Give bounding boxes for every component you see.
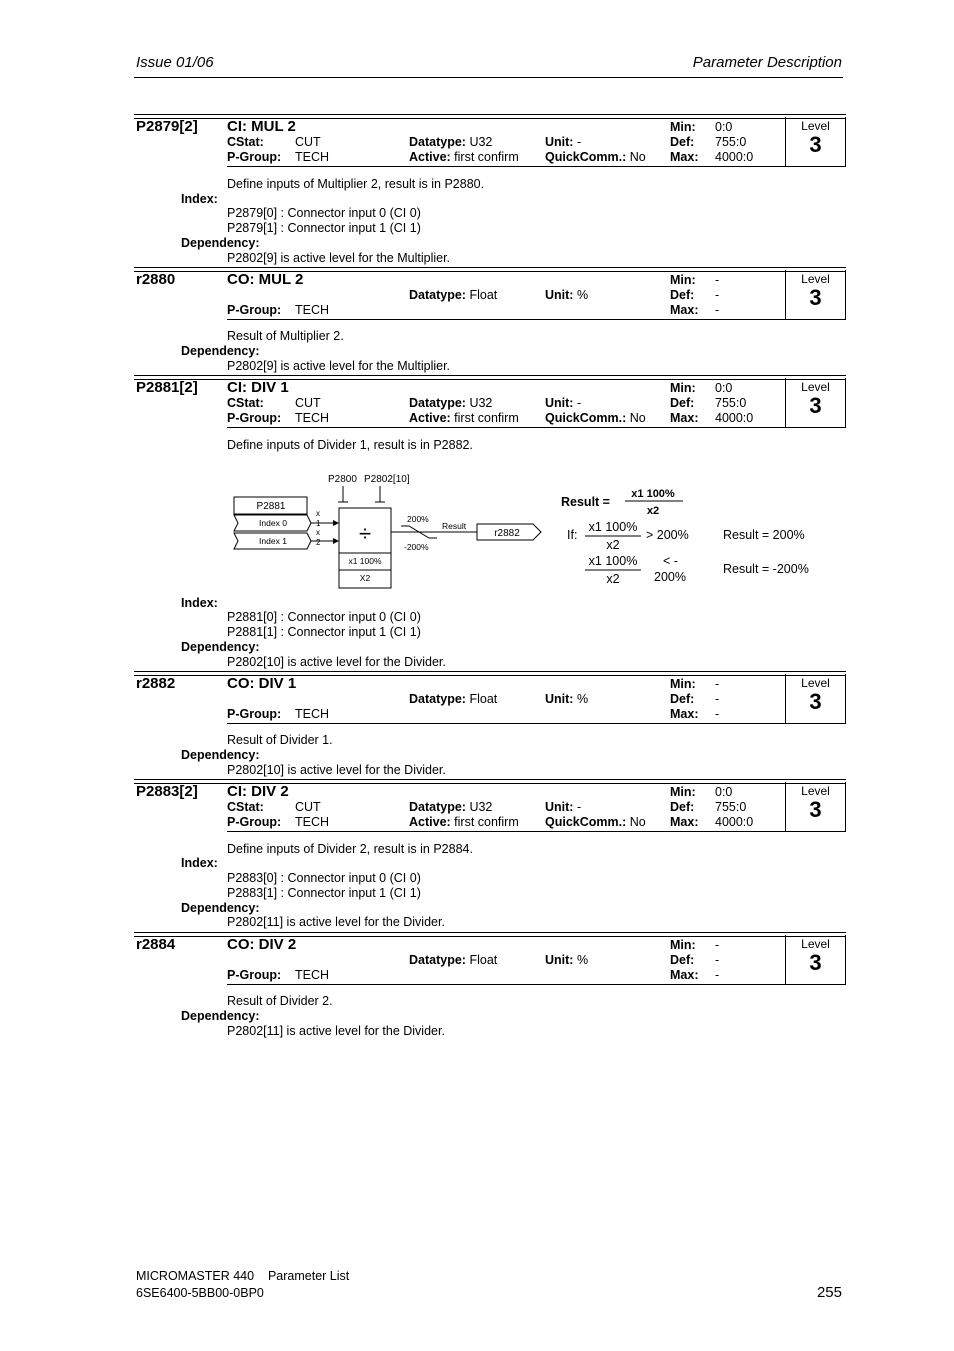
source-label-p2800: P2800 — [328, 474, 357, 485]
cond2-operator: < - — [663, 554, 678, 568]
max-value: 4000:0 — [715, 150, 754, 164]
formula-label: Result = — [561, 495, 610, 509]
pgroup-value: TECH — [295, 303, 330, 317]
cstat-label: CStat: — [227, 800, 264, 814]
def-value: - — [715, 288, 720, 302]
def-label: Def: — [670, 135, 695, 149]
upper-limit-label: 200% — [407, 514, 429, 524]
level-box: Level 3 — [785, 782, 846, 832]
min-label: Min: — [670, 120, 696, 134]
pgroup-label: P-Group: — [227, 815, 282, 829]
footer-product: MICROMASTER 440 Parameter List — [136, 1269, 350, 1283]
datatype-field: Datatype: Float — [409, 288, 498, 302]
def-value: - — [715, 953, 720, 967]
param-name: CI: DIV 1 — [227, 379, 289, 396]
param-id: r2882 — [136, 675, 176, 692]
quickcomm-field: QuickComm.: No — [545, 150, 646, 164]
max-value: - — [715, 707, 720, 721]
cond1-numerator: x1 100% — [588, 520, 638, 534]
divide-symbol: ÷ — [358, 521, 372, 546]
pgroup-label: P-Group: — [227, 411, 282, 425]
cstat-label: CStat: — [227, 135, 264, 149]
level-box: Level 3 — [785, 378, 846, 428]
def-label: Def: — [670, 396, 695, 410]
x2-label: x — [316, 528, 320, 537]
if-label: If: — [567, 528, 578, 542]
max-label: Max: — [670, 303, 699, 317]
cstat-value: CUT — [295, 135, 321, 149]
unit-field: Unit: - — [545, 396, 582, 410]
x1-label: x — [316, 509, 320, 518]
description: Result of Multiplier 2. — [227, 329, 344, 343]
cond2-limit: 200% — [654, 570, 686, 584]
min-value: 0:0 — [715, 785, 733, 799]
active-field: Active: first confirm — [409, 815, 519, 829]
min-value: - — [715, 938, 720, 952]
level-box: Level 3 — [785, 935, 846, 985]
dependency-text: P2802[10] is active level for the Divider. — [227, 655, 446, 669]
param-id: P2879[2] — [136, 118, 198, 135]
cond1-denominator: x2 — [606, 538, 620, 552]
active-field: Active: first confirm — [409, 411, 519, 425]
index-entry: P2879[1] : Connector input 1 (CI 1) — [227, 221, 421, 235]
header-rule — [134, 77, 843, 78]
unit-field: Unit: - — [545, 800, 582, 814]
x1-subscript: 1 — [316, 519, 321, 528]
cstat-label: CStat: — [227, 396, 264, 410]
description: Result of Divider 2. — [227, 994, 333, 1008]
param-id: r2880 — [136, 271, 176, 288]
max-label: Max: — [670, 815, 699, 829]
dependency-label: Dependency: — [181, 640, 260, 654]
quickcomm-field: QuickComm.: No — [545, 815, 646, 829]
block-denominator: X2 — [359, 573, 371, 583]
def-label: Def: — [670, 288, 695, 302]
param-name: CI: DIV 2 — [227, 783, 289, 800]
dependency-label: Dependency: — [181, 901, 260, 915]
description: Define inputs of Multiplier 2, result is in P2880. — [227, 177, 485, 191]
pgroup-value: TECH — [295, 968, 330, 982]
min-value: 0:0 — [715, 381, 733, 395]
cond1-result: Result = 200% — [723, 528, 805, 542]
cstat-value: CUT — [295, 800, 321, 814]
index-1-label: Index 1 — [259, 536, 287, 546]
min-label: Min: — [670, 381, 696, 395]
index-entry: P2883[1] : Connector input 1 (CI 1) — [227, 886, 421, 900]
pgroup-value: TECH — [295, 815, 330, 829]
dependency-label: Dependency: — [181, 1009, 260, 1023]
cond2-denominator: x2 — [606, 572, 620, 586]
datatype-field: Datatype: U32 — [409, 135, 493, 149]
x2-subscript: 2 — [316, 538, 321, 547]
input-block-label: P2881 — [256, 501, 286, 512]
param-id: P2881[2] — [136, 379, 198, 396]
min-value: - — [715, 677, 720, 691]
param-id: P2883[2] — [136, 783, 198, 800]
unit-field: Unit: % — [545, 953, 589, 967]
min-label: Min: — [670, 677, 696, 691]
min-label: Min: — [670, 785, 696, 799]
index-entry: P2883[0] : Connector input 0 (CI 0) — [227, 871, 421, 885]
lower-limit-label: -200% — [404, 542, 429, 552]
pgroup-label: P-Group: — [227, 303, 282, 317]
dependency-text: P2802[11] is active level for the Divider. — [227, 1024, 445, 1038]
max-label: Max: — [670, 707, 699, 721]
description: Result of Divider 1. — [227, 733, 333, 747]
level-box: Level 3 — [785, 674, 846, 724]
quickcomm-field: QuickComm.: No — [545, 411, 646, 425]
pgroup-label: P-Group: — [227, 150, 282, 164]
min-label: Min: — [670, 938, 696, 952]
dependency-text: P2802[9] is active level for the Multiplier. — [227, 251, 451, 265]
min-label: Min: — [670, 273, 696, 287]
pgroup-label: P-Group: — [227, 707, 282, 721]
datatype-field: Datatype: Float — [409, 692, 498, 706]
def-label: Def: — [670, 953, 695, 967]
unit-field: Unit: % — [545, 692, 589, 706]
dependency-text: P2802[10] is active level for the Divider. — [227, 763, 446, 777]
max-value: - — [715, 968, 720, 982]
max-label: Max: — [670, 411, 699, 425]
datatype-field: Datatype: Float — [409, 953, 498, 967]
def-value: 755:0 — [715, 135, 747, 149]
max-value: 4000:0 — [715, 411, 754, 425]
block-numerator: x1 100% — [348, 556, 382, 566]
param-name: CO: DIV 1 — [227, 675, 297, 692]
param-name: CI: MUL 2 — [227, 118, 296, 135]
cond2-numerator: x1 100% — [588, 554, 638, 568]
pgroup-value: TECH — [295, 150, 330, 164]
def-value: 755:0 — [715, 396, 747, 410]
level-box: Level 3 — [785, 117, 846, 167]
def-value: - — [715, 692, 720, 706]
dependency-text: P2802[9] is active level for the Multiplier. — [227, 359, 451, 373]
cstat-value: CUT — [295, 396, 321, 410]
pgroup-value: TECH — [295, 411, 330, 425]
formula-denominator: x2 — [646, 505, 660, 517]
datatype-field: Datatype: U32 — [409, 800, 493, 814]
index-0-label: Index 0 — [259, 518, 287, 528]
param-name: CO: DIV 2 — [227, 936, 297, 953]
divider-diagram — [225, 466, 825, 592]
description: Define inputs of Divider 2, result is in P2884. — [227, 842, 473, 856]
param-name: CO: MUL 2 — [227, 271, 304, 288]
page-number: 255 — [816, 1284, 842, 1301]
footer-order-number: 6SE6400-5BB00-0BP0 — [136, 1286, 264, 1300]
description: Define inputs of Divider 1, result is in P2882. — [227, 438, 473, 452]
unit-field: Unit: % — [545, 288, 589, 302]
active-field: Active: first confirm — [409, 150, 519, 164]
dependency-label: Dependency: — [181, 748, 260, 762]
index-label: Index: — [181, 596, 218, 610]
max-value: - — [715, 303, 720, 317]
index-label: Index: — [181, 856, 218, 870]
cond2-result: Result = -200% — [723, 562, 809, 576]
def-label: Def: — [670, 692, 695, 706]
max-value: 4000:0 — [715, 815, 754, 829]
source-label-p2802: P2802[10] — [364, 474, 410, 485]
level-box: Level 3 — [785, 270, 846, 320]
def-label: Def: — [670, 800, 695, 814]
datatype-field: Datatype: U32 — [409, 396, 493, 410]
issue-label: Issue 01/06 — [136, 54, 214, 71]
cond1-operator: > 200% — [646, 528, 689, 542]
max-label: Max: — [670, 150, 699, 164]
dependency-label: Dependency: — [181, 344, 260, 358]
pgroup-value: TECH — [295, 707, 330, 721]
formula-numerator: x1 100% — [631, 488, 675, 500]
dependency-label: Dependency: — [181, 236, 260, 250]
section-title: Parameter Description — [692, 54, 842, 71]
param-id: r2884 — [136, 936, 176, 953]
result-label: Result — [442, 521, 467, 531]
def-value: 755:0 — [715, 800, 747, 814]
min-value: - — [715, 273, 720, 287]
pgroup-label: P-Group: — [227, 968, 282, 982]
output-label: r2882 — [494, 528, 520, 539]
index-entry: P2879[0] : Connector input 0 (CI 0) — [227, 206, 421, 220]
min-value: 0:0 — [715, 120, 733, 134]
max-label: Max: — [670, 968, 699, 982]
index-entry: P2881[0] : Connector input 0 (CI 0) — [227, 610, 421, 624]
index-label: Index: — [181, 192, 218, 206]
index-entry: P2881[1] : Connector input 1 (CI 1) — [227, 625, 421, 639]
dependency-text: P2802[11] is active level for the Divider. — [227, 915, 445, 929]
unit-field: Unit: - — [545, 135, 582, 149]
